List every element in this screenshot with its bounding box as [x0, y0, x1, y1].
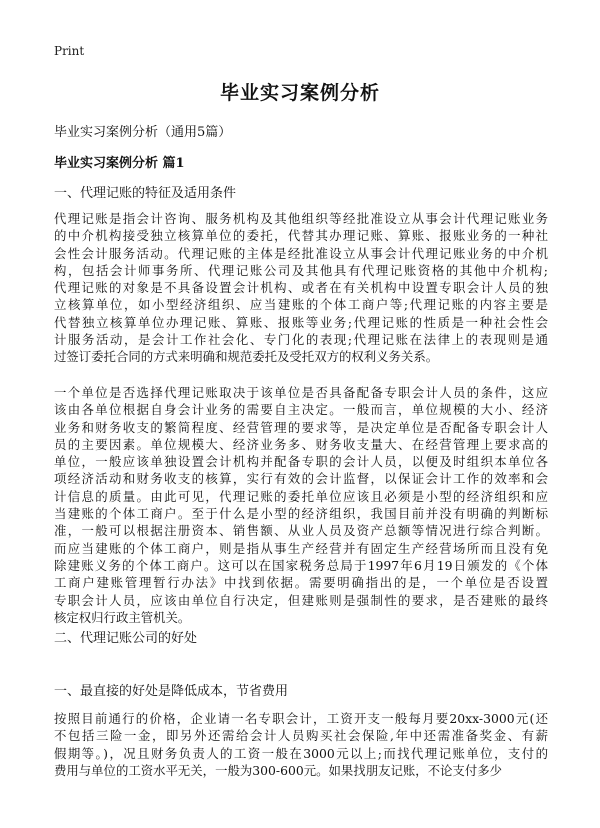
text-line: 核定权归行政主管机关。	[54, 609, 191, 625]
paragraph-2	[54, 384, 548, 626]
text-line: 单位，一般应该单独设置会计机构并配备专职的会计人员，以便及时组织本单位各	[54, 454, 548, 470]
section-heading: 毕业实习案例分析 篇1	[54, 156, 185, 171]
text-line: 准，一般可以根据注册资本、销售额、从业人员及资产总额等情况进行综合判断。	[54, 523, 548, 539]
text-line: 代理记账是指会计咨询、服务机构及其他组织等经批准设立从事会计代理记账业务	[54, 211, 548, 226]
text-line: 会性会计服务活动。代理记账的主体是经批准设立从事会计代理记账业务的中介机	[54, 245, 548, 261]
heading-cost-saving: 一、最直接的好处是降低成本，节省费用	[54, 684, 289, 699]
text-line: 而应当建账的个体工商户，则是指从事生产经营并有固定生产经营场所而且没有免	[54, 540, 548, 556]
text-line: 不包括三险一金，即另外还需给会计人员购买社会保险,年中还需准备奖金、有薪	[54, 728, 548, 744]
heading-benefits: 二、代理记账公司的好处	[54, 631, 198, 646]
paragraph-1	[54, 210, 548, 366]
paragraph-3	[54, 710, 548, 779]
text-line: 专职会计人员，应该由单位自行决定，但建账则是强制性的要求，是否建账的最终	[54, 592, 548, 608]
heading-features: 一、代理记账的特征及适用条件	[54, 186, 237, 201]
text-line: 的中介机构接受独立核算单位的委托，代替其办理记账、算账、报账业务的一种社	[54, 228, 548, 244]
text-line: 项经济活动和财务收支的核算，实行有效的会计监督，以保证会计工作的效率和会	[54, 471, 548, 487]
text-line: 该由各单位根据自身会计业务的需要自主决定。一般而言，单位规模的大小、经济	[54, 402, 548, 418]
text-line: 当建账的个体工商户。至于什么是小型的经济组织，我国目前并没有明确的判断标	[54, 506, 548, 522]
text-line: 代理记账的对象是不具备设置会计机构、或者在有关机构中设置专职会计人员的独	[54, 280, 548, 296]
text-line: 假期等。)，况且财务负责人的工资一般在3000元以上;而找代理记账单位，支付的	[54, 745, 548, 761]
text-line: 业务和财务收支的繁简程度、经营管理的要求等，是决定单位是否配备专职会计人	[54, 419, 548, 435]
text-line: 立核算单位，如小型经济组织、应当建账的个体工商户等;代理记账的内容主要是	[54, 297, 548, 313]
document-subtitle: 毕业实习案例分析（通用5篇）	[54, 125, 232, 140]
text-line: 过签订委托合同的方式来明确和规范委托及受托双方的权利义务关系。	[54, 349, 439, 365]
text-line: 员的主要因素。单位规模大、经济业务多、财务收支量大、在经营管理上要求高的	[54, 436, 548, 452]
text-line: 费用与单位的工资水平无关，一般为300-600元。如果找朋友记账，不论支付多少	[54, 762, 502, 778]
text-line: 计服务活动，是会计工作社会化、专门化的表现;代理记账在法律上的表现则是通	[54, 332, 548, 348]
print-link[interactable]: Print	[54, 44, 85, 58]
text-line: 除建账义务的个体工商户。这可以在国家税务总局于1997年6月19日颁发的《个体	[54, 557, 548, 573]
text-line: 按照目前通行的价格，企业请一名专职会计，工资开支一般每月要20xx-3000元(还	[54, 711, 548, 726]
text-line: 一个单位是否选择代理记账取决于该单位是否具备配备专职会计人员的条件，这应	[54, 385, 548, 400]
document-title: 毕业实习案例分析	[219, 82, 380, 104]
text-line: 计信息的质量。由此可见，代理记账的委托单位应该且必须是小型的经济组织和应	[54, 488, 548, 504]
text-line: 工商户建账管理暂行办法》中找到依据。需要明确指出的是，一个单位是否设置	[54, 575, 548, 591]
text-line: 代替独立核算单位办理记账、算账、报账等业务;代理记账的性质是一种社会性会	[54, 314, 548, 330]
text-line: 构，包括会计师事务所、代理记账公司及其他具有代理记账资格的其他中介机构;	[54, 262, 548, 278]
